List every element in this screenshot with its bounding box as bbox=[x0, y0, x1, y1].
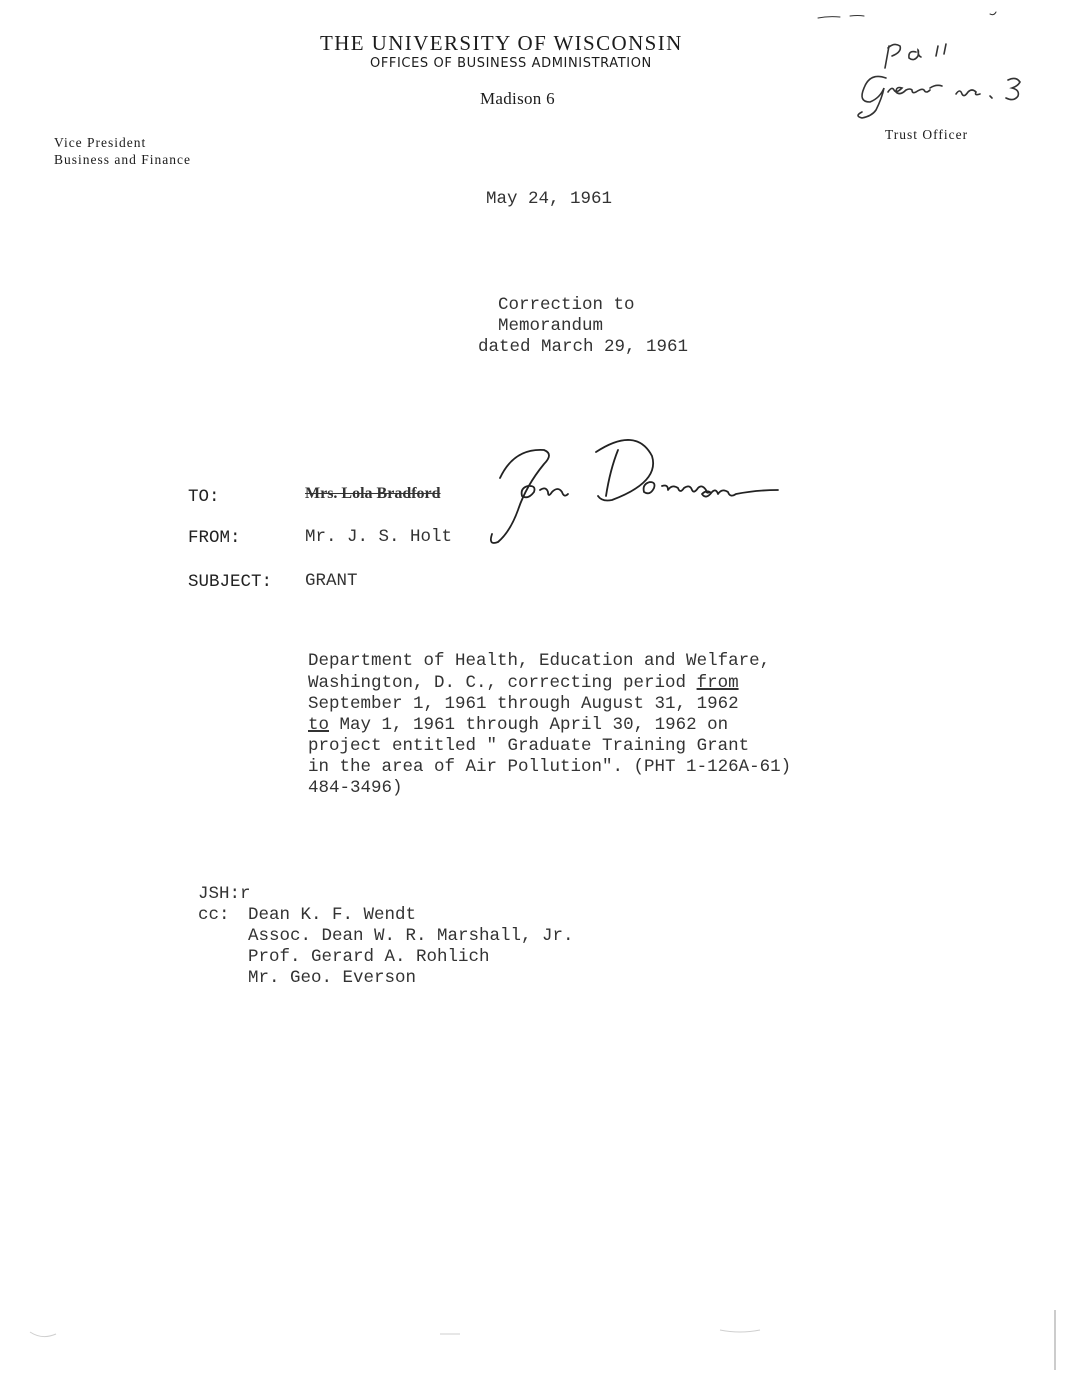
cc-recipient: Prof. Gerard A. Rohlich bbox=[248, 947, 490, 967]
correction-line3: dated March 29, 1961 bbox=[478, 337, 689, 357]
cc-recipient: Mr. Geo. Everson bbox=[248, 968, 417, 988]
left-title-line2: Business and Finance bbox=[54, 152, 191, 167]
from-label: FROM: bbox=[188, 528, 241, 548]
office-name: OFFICES OF BUSINESS ADMINISTRATION bbox=[370, 56, 652, 71]
body-line: Department of Health, Education and Welfare, bbox=[308, 651, 771, 671]
to-label: TO: bbox=[188, 487, 220, 507]
cc-recipient: Assoc. Dean W. R. Marshall, Jr. bbox=[248, 926, 574, 946]
body-line: project entitled " Graduate Training Grant bbox=[308, 736, 750, 756]
body-line: 484-3496) bbox=[308, 778, 403, 798]
cc-label: cc: bbox=[198, 905, 230, 925]
scan-artifacts bbox=[0, 1300, 1067, 1380]
from-sender: Mr. J. S. Holt bbox=[305, 527, 453, 547]
subject-label: SUBJECT: bbox=[188, 572, 273, 592]
body-line: Washington, D. C., correcting period from bbox=[308, 673, 739, 693]
correction-line1: Correction to bbox=[498, 295, 635, 315]
correction-line2: Memorandum bbox=[498, 316, 604, 336]
cc-recipient: Dean K. F. Wendt bbox=[248, 905, 417, 925]
cc-list bbox=[248, 905, 574, 989]
letter-date: May 24, 1961 bbox=[486, 189, 613, 209]
subject-value: GRANT bbox=[305, 571, 358, 591]
city-line: Madison 6 bbox=[480, 89, 555, 108]
university-name: THE UNIVERSITY OF WISCONSIN bbox=[320, 31, 683, 55]
handwritten-recipient bbox=[0, 0, 1067, 560]
body-line: in the area of Air Pollution". (PHT 1-126A-61) bbox=[308, 757, 792, 777]
typist-initials: JSH:r bbox=[198, 884, 251, 904]
body-line: to May 1, 1961 through April 30, 1962 on bbox=[308, 715, 729, 735]
right-title: Trust Officer bbox=[885, 127, 969, 142]
to-recipient-struck: Mrs. Lola Bradford bbox=[305, 485, 441, 502]
left-title-line1: Vice President bbox=[54, 135, 147, 150]
body-line: September 1, 1961 through August 31, 1962 bbox=[308, 694, 739, 714]
